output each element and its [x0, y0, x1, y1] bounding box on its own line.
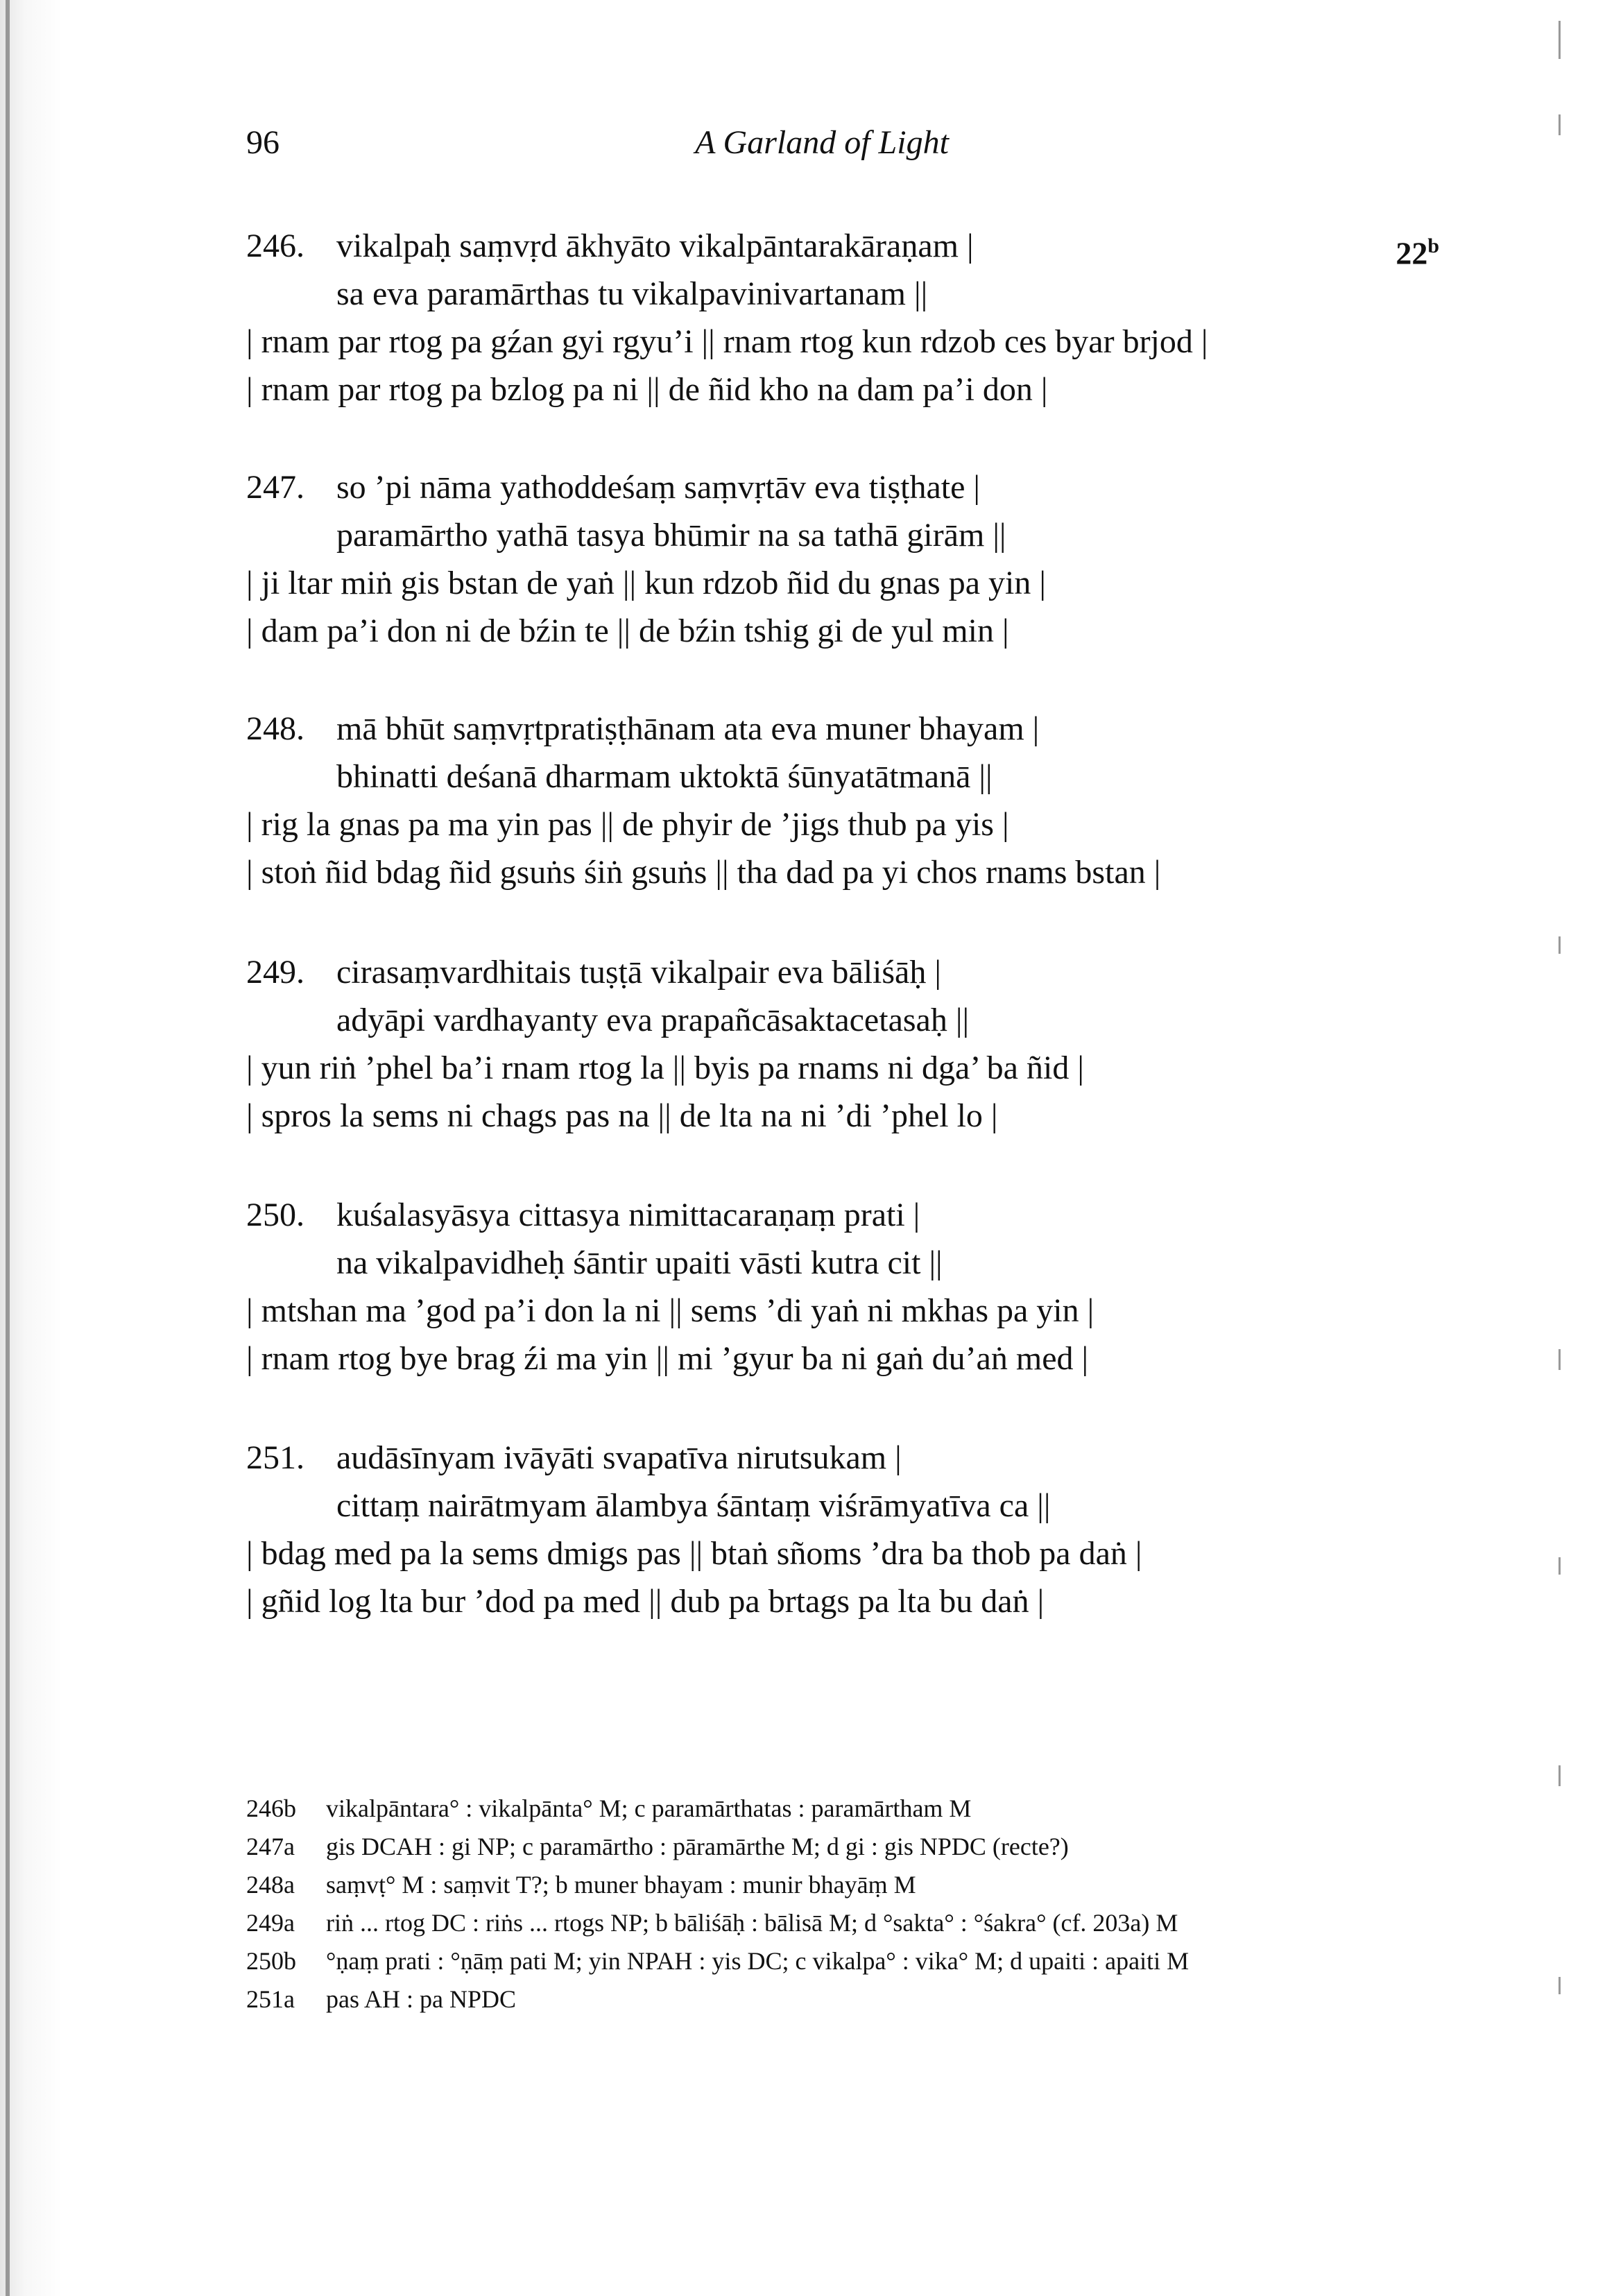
verse-line [246, 463, 1439, 511]
verse-line [246, 948, 1439, 996]
tibetan-line: | mtshan ma ’god pa’i don la ni || sems ’di yaṅ ni mkhas pa yin | [246, 1292, 1094, 1329]
verse-line: paramārtho yathā tasya bhūmir na sa tathā girām || [336, 517, 1006, 554]
verse-text: vikalpaḥ saṃvṛd ākhyāto vikalpāntarakāraṇam | [336, 228, 974, 264]
verse-line: adyāpi vardhayanty eva prapañcāsaktacetasaḥ || [336, 1002, 970, 1038]
note-item [246, 1942, 1439, 1980]
tibetan-line: | yun riṅ ’phel ba’i rnam rtog la || byis pa rnams ni dga’ ba ñid | [246, 1050, 1084, 1086]
note-item [246, 1866, 1439, 1904]
scan-edge-line [6, 0, 10, 2296]
tibetan-line: | dam pa’i don ni de bźin te || de bźin tshig gi de yul min | [246, 612, 1009, 649]
tibetan-line: | stoṅ ñid bdag ñid gsuṅs śiṅ gsuṅs || tha dad pa yi chos rnams bstan | [246, 854, 1161, 891]
tibetan-line: | gñid log lta bur ’dod pa med || dub pa brtags pa lta bu daṅ | [246, 1583, 1045, 1620]
scan-mark [1558, 1349, 1561, 1370]
scan-mark [1558, 21, 1561, 59]
verse-line [246, 222, 1439, 270]
note-item [246, 1904, 1439, 1942]
note-text: °ṇaṃ prati : °ṇāṃ pati M; yin NPAH : yis DC; c vikalpa° : vika° M; d upaiti : apaiti M [326, 1947, 1190, 1975]
note-ref: 246b [246, 1794, 296, 1822]
note-ref: 250b [246, 1947, 296, 1975]
note-text: saṃvṭ° M : saṃvit T?; b muner bhayam : munir bhayāṃ M [326, 1871, 916, 1899]
page-header [246, 123, 1398, 179]
scan-mark [1558, 1557, 1561, 1575]
note-ref: 249a [246, 1909, 295, 1937]
note-item [246, 1790, 1439, 1828]
note-text: vikalpāntara° : vikalpānta° M; c paramārthatas : paramārtham M [326, 1794, 972, 1822]
verse-block [246, 948, 1439, 1140]
verse-number: 247. [246, 469, 304, 506]
note-text: gis DCAH : gi NP; c paramārtho : pāramārthe M; d gi : gis NPDC (recte?) [326, 1833, 1069, 1860]
tibetan-line: | bdag med pa la sems dmigs pas || btaṅ sñoms ’dra ba thob pa daṅ | [246, 1535, 1142, 1572]
verse-block [246, 1191, 1439, 1382]
verse-line: sa eva paramārthas tu vikalpavinivartanam || [336, 275, 928, 312]
scan-mark [1558, 1977, 1561, 1994]
verse-line: cittaṃ nairātmyam ālambya śāntaṃ viśrāmyatīva ca || [336, 1487, 1051, 1524]
verse-text: audāsīnyam ivāyāti svapatīva nirutsukam | [336, 1439, 902, 1476]
verse-number: 249. [246, 954, 304, 991]
note-item [246, 1980, 1439, 2019]
note-ref: 251a [246, 1985, 295, 2013]
running-title: A Garland of Light [695, 124, 949, 161]
verse-text: kuśalasyāsya cittasya nimittacaraṇaṃ prati | [336, 1197, 920, 1233]
note-text: pas AH : pa NPDC [326, 1985, 517, 2013]
verse-text: mā bhūt saṃvṛtpratiṣṭhānam ata eva muner bhayam | [336, 710, 1040, 747]
tibetan-line: | ji ltar miṅ gis bstan de yaṅ || kun rdzob ñid du gnas pa yin | [246, 565, 1046, 601]
scan-mark [1558, 936, 1561, 954]
verse-text: cirasaṃvardhitais tuṣṭā vikalpair eva bāliśāḥ | [336, 954, 941, 991]
verse-line: na vikalpavidheḥ śāntir upaiti vāsti kutra cit || [336, 1244, 943, 1281]
apparatus-notes [246, 1790, 1439, 2019]
verse-block [246, 463, 1439, 655]
verse-line: bhinatti deśanā dharmam uktoktā śūnyatātmanā || [336, 758, 993, 795]
verse-line [246, 705, 1439, 753]
scan-mark [1558, 114, 1561, 135]
verse-line [246, 1434, 1439, 1482]
tibetan-line: | rnam par rtog pa bzlog pa ni || de ñid kho na dam pa’i don | [246, 371, 1048, 408]
tibetan-line: | rig la gnas pa ma yin pas || de phyir de ’jigs thub pa yis | [246, 806, 1009, 843]
note-item [246, 1828, 1439, 1866]
scan-mark [1558, 1765, 1561, 1786]
page-number: 96 [246, 124, 280, 161]
verse-block [246, 1434, 1439, 1625]
folio-marker: 22$^b$ [1396, 234, 1439, 271]
verse-block [246, 705, 1439, 896]
tibetan-line: | spros la sems ni chags pas na || de lta na ni ’di ’phel lo | [246, 1097, 998, 1134]
note-text: riṅ ... rtog DC : riṅs ... rtogs NP; b bāliśāḥ : bālisā M; d °sakta° : °śakra° (cf. 203a) M [326, 1909, 1178, 1937]
verse-line [246, 1191, 1439, 1239]
verse-text: so ’pi nāma yathoddeśaṃ saṃvṛtāv eva tiṣṭhate | [336, 469, 981, 506]
verse-number: 246. [246, 228, 304, 264]
verse-block [246, 222, 1439, 413]
verse-number: 250. [246, 1197, 304, 1233]
verse-number: 251. [246, 1439, 304, 1476]
note-ref: 248a [246, 1871, 295, 1899]
note-ref: 247a [246, 1833, 295, 1860]
verse-number: 248. [246, 710, 304, 747]
tibetan-line: | rnam par rtog pa gźan gyi rgyu’i || rnam rtog kun rdzob ces byar brjod | [246, 323, 1208, 360]
tibetan-line: | rnam rtog bye brag źi ma yin || mi ’gyur ba ni gaṅ du’aṅ med | [246, 1340, 1089, 1377]
